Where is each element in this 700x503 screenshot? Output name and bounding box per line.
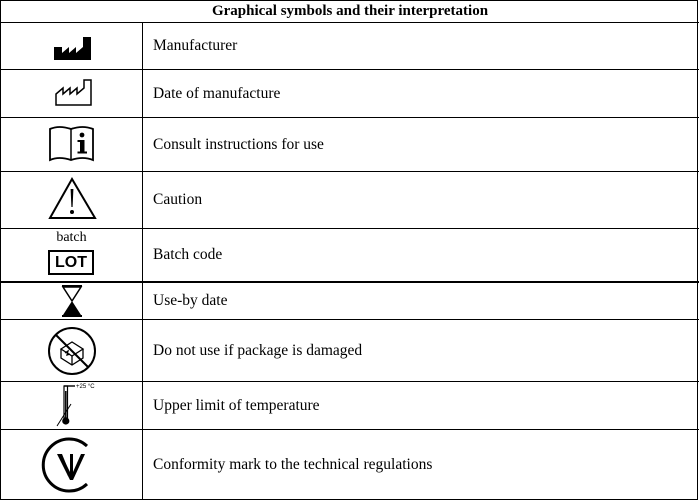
table-row xyxy=(1,283,699,320)
symbol-label: Date of manufacture xyxy=(153,84,281,102)
symbol-label: Conformity mark to the technical regulations xyxy=(153,456,433,473)
table-row xyxy=(1,70,699,118)
damaged-package-icon xyxy=(1,320,142,381)
thermometer-graphic xyxy=(1,382,142,429)
table-row xyxy=(1,430,699,500)
factory-filled-icon xyxy=(1,23,142,69)
lot-box: LOT xyxy=(48,250,94,275)
thermometer-icon xyxy=(1,382,143,429)
table-row xyxy=(1,382,699,430)
symbol-label: Manufacturer xyxy=(153,37,238,54)
table-row xyxy=(1,229,699,283)
symbol-label: Upper limit of temperature xyxy=(153,396,320,414)
symbol-label: Use-by date xyxy=(153,292,228,309)
factory-outline-icon xyxy=(1,70,142,117)
table-title: Graphical symbols and their interpretation xyxy=(1,1,699,23)
lot-icon xyxy=(1,229,143,281)
warning-triangle-icon xyxy=(1,172,142,228)
temperature-limit-text: +25 °C xyxy=(76,384,95,390)
symbol-label: Caution xyxy=(153,191,203,208)
symbol-label: Batch code xyxy=(153,246,223,263)
table-row xyxy=(1,172,699,229)
table-row xyxy=(1,320,699,382)
symbol-label: Do not use if package is damaged xyxy=(153,341,363,359)
table-row xyxy=(1,118,699,172)
hourglass-icon xyxy=(1,283,142,319)
table-row xyxy=(1,23,699,70)
instructions-book-icon xyxy=(1,118,142,171)
conformity-mark-icon xyxy=(1,430,142,500)
symbol-label: Consult instructions for use xyxy=(153,135,324,153)
batch-text: batch xyxy=(56,230,87,245)
